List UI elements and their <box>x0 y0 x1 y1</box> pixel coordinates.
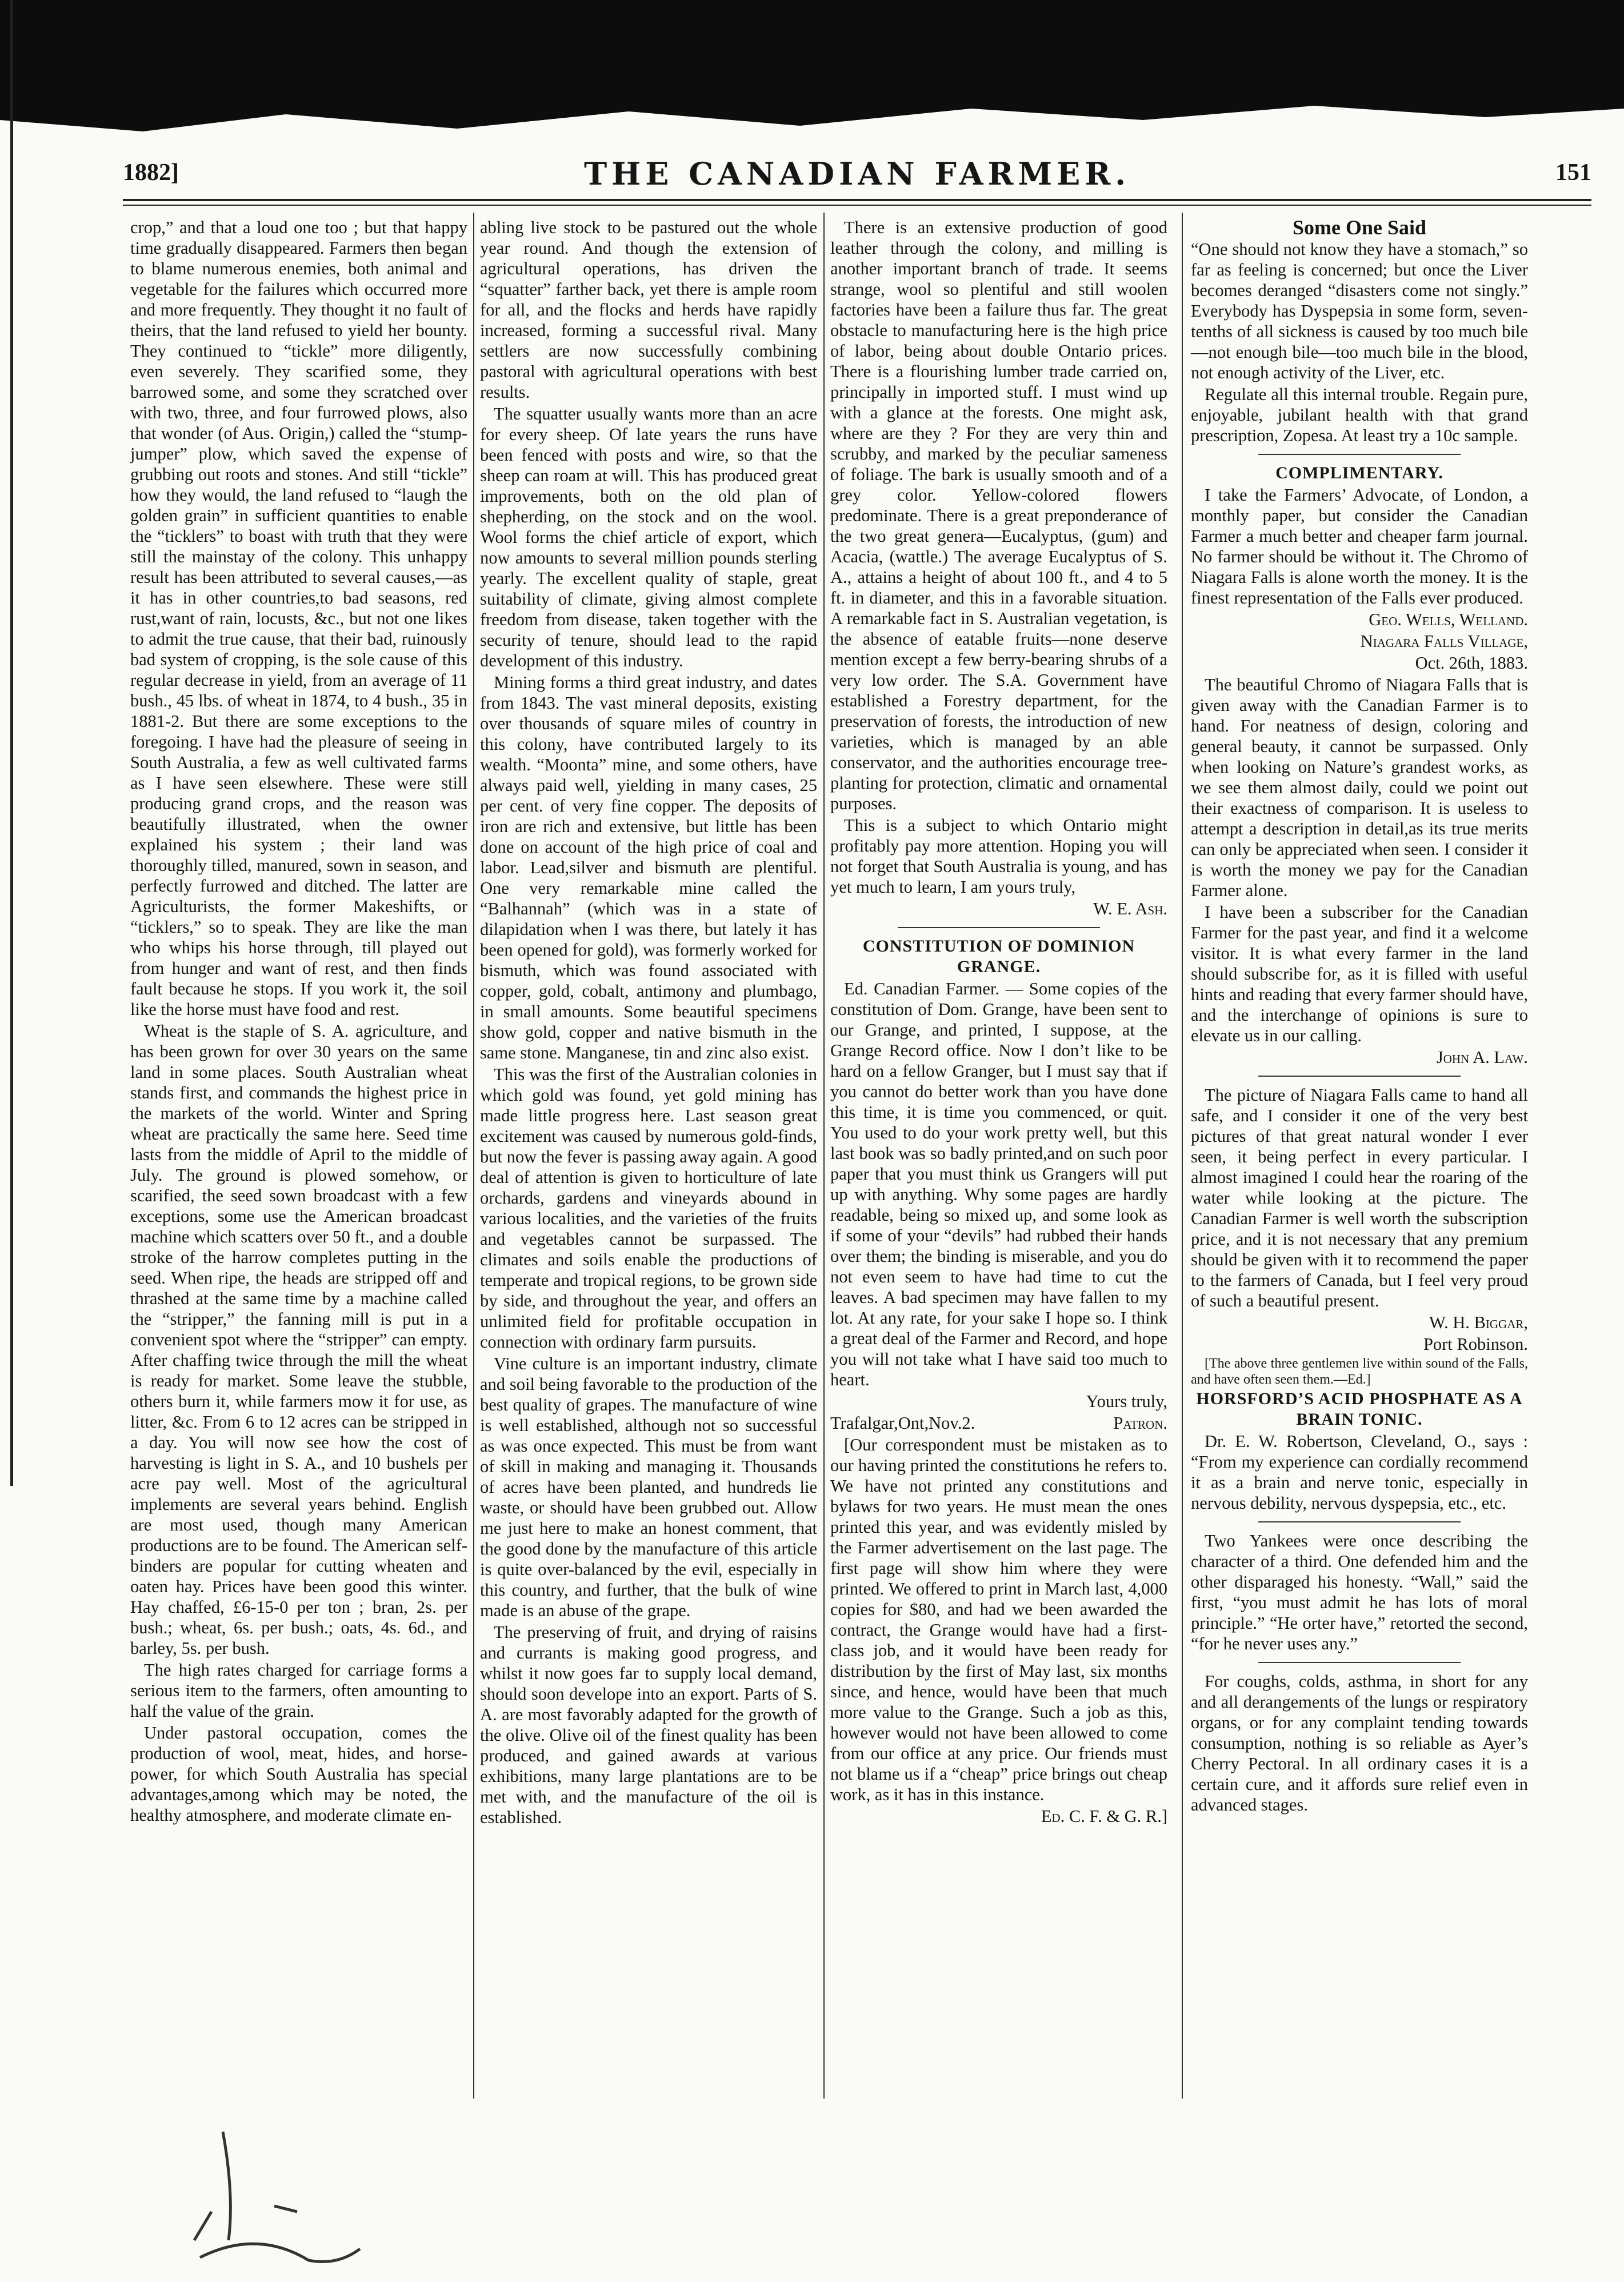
separator-rule <box>1258 1076 1461 1077</box>
article-heading: COMPLIMENTARY. <box>1275 463 1443 482</box>
paragraph: [Our correspondent must be mistaken as to our having printed the constitutions he refers to. We have not printed any constitutions and bylaws for two years. He must mean the ones printed this year, and was evidently misled by the Farmer advertisement on the last page. The first page will show him where they were printed. We offered to print in March last, 4,000 copies for $80, and had we been awarded the contract, the Grange would have had a first-class job, and it would have been ready for distribution by the first of May last, six months since, and hence, would have been that much more value to the Grange. Such a job as this, however would not have been allowed to come from our office at any price. Our friends must not blame us if a “cheap” price brings out cheap work, as it has in this instance. <box>830 1435 1167 1804</box>
closing: Yours truly, <box>1086 1392 1167 1411</box>
page-header <box>123 155 1591 195</box>
pencil-scribble <box>189 2126 429 2269</box>
column-3 <box>830 217 1167 1828</box>
header-rule <box>123 199 1591 201</box>
paragraph: abling live stock to be pastured out the whole year round. And though the extension of agricultural operations, has driven the “squatter” farther back, yet there is ample room for all, and the flocks and herds have rapidly increased, forming a successful rival. Many settlers are now successfully combining pastoral with agricultural operations with best results. <box>480 218 817 402</box>
separator-rule <box>1258 1521 1461 1522</box>
paragraph: The picture of Niagara Falls came to hand all safe, and I consider it one of the very best pictures of that great natural wonder I ever seen, it being perfect in every particular. I almost imagined I could hear the roaring of the water while looking at the picture. The Canadian Farmer is well worth the subscription price, and it is not necessary that any premium should be given with it to recommend the paper to the farmers of Canada, but I feel very proud of such a beautiful present. <box>1191 1085 1528 1310</box>
article-heading: CONSTITUTION OF DOMINION GRANGE. <box>862 937 1135 976</box>
torn-top-margin <box>0 0 1624 100</box>
paragraph: There is an extensive production of good leather through the colony, and milling is another important branch of trade. It seems strange, wool so plentiful and still woolen factories have been a failure thus far. The great obstacle to manufacturing here is the high price of labor, being about double Ontario prices. There is a flourishing lumber trade carried on, principally in imported stuff. I must wind up with a glance at the forests. One might ask, where are they ? For they are very thin and scrubby, and marked by the peculiar sameness of foliage. The bark is usually smooth and of a grey color. Yellow-colored flowers predominate. There is a great preponderance of the two great genera—Eucalyptus, (gum) and Acacia, (wattle.) The average Eucalyptus of S. A., attains a height of about 100 ft., and 4 to 5 ft. in diameter, and this in a favorable situation. A remarkable fact in S. Australian vegetation, is the absence of eatable fruits—none deserve mention except a few berry-bearing shrubs of a very low order. The S.A. Government have established a Forestry department, for the preservation of forests, the introduction of new varieties, which is managed by an able conservator, and the authorities encourage tree-planting for protection, climatic and ornamental purposes. <box>830 218 1167 813</box>
column-divider <box>1182 213 1183 2099</box>
paragraph: Ed. Canadian Farmer. — Some copies of the constitution of Dom. Grange, have been sent to our Grange, and printed, I suppose, at the Grange Record office. Now I don’t like to be hard on a fellow Granger, but I must say that if you cannot do better work than you have done this time, it is time you commenced, or quit. You used to do your work pretty well, but this last book was so badly printed,and on such poor paper that you must think us Grangers will put up with anything. Why some pages are hardly readable, being so mixed up, and some look as if some of your “devils” had rubbed their hands over them; the binding is miserable, and you do not even seem to have had time to cut the leaves. A bad specimen may have fallen to my lot. At any rate, for your sake I hope so. I think a great deal of the Farmer and Record, and hope you will not take what I have said too much to heart. <box>830 979 1167 1389</box>
page-number: 151 <box>1555 159 1591 186</box>
paragraph: Dr. E. W. Robertson, Cleveland, O., says : “From my experience can cordially recommend it as a brain and nerve tonic, especially in nervous debility, nervous dyspepsia, etc., etc. <box>1191 1432 1528 1513</box>
dateline-place: Niagara Falls Village, <box>1360 632 1528 651</box>
paragraph: I take the Farmers’ Advocate, of London, a monthly paper, but consider the Canadian Farmer a much better and cheaper farm journal. No farmer should be without it. The Chromo of Niagara Falls is alone worth the money. It is the finest representation of the Falls ever produced. <box>1191 485 1528 608</box>
paragraph: Vine culture is an important industry, climate and soil being favorable to the production of the best quality of grapes. The manufacture of wine is well established, although not so successful as was once expected. This must be from want of skill in making and managing it. Thousands of acres have been planted, and hundreds lie waste, or should have been grubbed out. Allow me just here to make an honest comment, that the good done by the manufacture of this article is quite over-balanced by the evil, especially in this country, and further, that the bulk of wine made is an abuse of the grape. <box>480 1354 817 1620</box>
paragraph: For coughs, colds, asthma, in short for any and all derangements of the lungs or respiratory organs, or for any complaint tending towards consumption, nothing is so reliable as Ayer’s Cherry Pectoral. In all ordinary cases it is a certain cure, and it affords sure relief even in advanced stages. <box>1191 1672 1528 1815</box>
dateline <box>830 1413 1167 1433</box>
paragraph: This was the first of the Australian colonies in which gold was found, yet gold mining has made little progress here. Last season great excitement was caused by numerous gold-finds, but now the fever is passing away again. A good deal of attention is given to horticulture of late orchards, gardens and vineyards abound in various localities, and the varieties of the fruits and vegetables cannot be surpassed. The climates and soils enable the productions of temperate and tropical regions, to be grown side by side, and throughout the year, and offers an unlimited field for profitable occupation in connection with ordinary farm pursuits. <box>480 1065 817 1352</box>
paragraph: The preserving of fruit, and drying of raisins and currants is making good progress, and whilst it now goes far to supply local demand, should soon develope into an export. Parts of S. A. are most favorably adapted for the growth of the olive. Olive oil of the finest quality has been produced, and gained awards at various exhibitions, many large plantations are to be met with, and the manufacture of the oil is established. <box>480 1622 817 1827</box>
paragraph: “One should not know they have a stomach,” so far as feeling is concerned; but once the Liver becomes deranged “disasters come not singly.” Everybody has Dyspepsia in some form, seven-tenths of all sickness is caused by too much bile—not enough bile—too much bile in the blood, not enough activity of the Liver, etc. <box>1191 239 1528 382</box>
article-heading: Some One Said <box>1292 216 1427 239</box>
signature: John A. Law. <box>1436 1048 1528 1067</box>
paragraph: Under pastoral occupation, comes the production of wool, meat, hides, and horse-power, for which South Australia has special advantages,among which may be noted, the healthy atmosphere, and moderate climate en- <box>130 1723 467 1825</box>
newspaper-title: THE CANADIAN FARMER. <box>584 155 1130 192</box>
signature: Ed. C. F. & G. R.] <box>1041 1807 1167 1826</box>
torn-edge <box>0 86 1624 154</box>
column-1 <box>130 217 467 1827</box>
paragraph: This is a subject to which Ontario might profitably pay more attention. Hoping you will not forget that South Australia is young, and has yet much to learn, I am yours truly, <box>830 816 1167 897</box>
column-divider <box>823 213 825 2099</box>
editor-note: [The above three gentlemen live within sound of the Falls, and have often seen them.—Ed.] <box>1191 1356 1528 1387</box>
separator-rule <box>1258 454 1461 455</box>
dateline-date: Oct. 26th, 1883. <box>1415 653 1528 673</box>
page-left-edge <box>10 0 13 1486</box>
dateline-place: Trafalgar,Ont,Nov.2. <box>830 1413 975 1433</box>
header-date: 1882] <box>123 159 179 186</box>
paragraph: crop,” and that a loud one too ; but that happy time gradually disappeared. Farmers then began to blame numerous enemies, both animal and vegetable for the failures which occurred more and more frequently. They thought it no fault of theirs, that the land refused to yield her bounty. They continued to “tickle” more diligently, even severely. They scarified some, they barrowed some, and some they scratched over with two, three, and four furrowed plows, also that wonder (of Aus. Origin,) called the “stump-jumper” plow, which saved the expense of grubbing out roots and stones. And still “tickle” how they would, the land refused to “laugh the golden grain” in sufficient quantities to enable the “ticklers” to boast with truth that they were still the mainstay of the colony. This unhappy result has been attributed to several causes,—as it has in other countries,to bad seasons, red rust,want of rain, locusts, &c., but not one likes to admit the true cause, that their bad, ruinously bad system of cropping, is the sole cause of this regular decrease in yield, from an average of 11 bush., 45 lbs. of wheat in 1874, to 4 bush., 35 in 1881-2. But there are some exceptions to the foregoing. I have had the pleasure of seeing in South Australia, a few as well cultivated farms as I have seen elsewhere. These were still producing grand crops, and the reason was beautifully illustrated, when the owner explained his system ; their land was thoroughly tilled, manured, sown in season, and perfectly furrowed and ditched. The latter are Agriculturists, the former Makeshifts, or “ticklers,” so to speak. They are like the man who whips his horse through, till played out from hunger and want of rest, and then finds fault because he stops. If you work it, the soil like the horse must have food and rest. <box>130 218 467 1019</box>
column-divider <box>473 213 474 2099</box>
header-rule-thin <box>123 205 1591 206</box>
article-heading: HORSFORD’S ACID PHOSPHATE AS A BRAIN TONIC. <box>1196 1389 1523 1429</box>
signature: W. H. Biggar, <box>1429 1313 1528 1332</box>
paragraph: The beautiful Chromo of Niagara Falls that is given away with the Canadian Farmer is to hand. For neatness of design, coloring and general beauty, it cannot be surpassed. Only when looking on Nature’s grandest works, as we see them almost daily, could we point out their exactness of comparison. It is useless to attempt a description in detail,as its true merits can only be appreciated when seen. I consider it is worth the money we pay for the Canadian Farmer alone. <box>1191 675 1528 900</box>
paragraph: The high rates charged for carriage forms a serious item to the farmers, often amounting to half the value of the grain. <box>130 1660 467 1721</box>
column-4 <box>1191 217 1528 1816</box>
paragraph: The squatter usually wants more than an acre for every sheep. Of late years the runs have been fenced with posts and wire, so that the sheep can roam at will. This has produced great improvements, both on the old plan of shepherding, on the stock and on the wool. Wool forms the chief article of export, which now amounts to several million pounds sterling yearly. The excellent quality of staple, great suitability of climate, giving almost complete freedom from disease, taken together with the security of tenure, should lead to the rapid development of this industry. <box>480 404 817 670</box>
paragraph: Two Yankees were once describing the character of a third. One defended him and the other disparaged his honesty. “Wall,” said the first, “you must admit he has lots of moral principle.” “He orter have,” retorted the second, “for he never uses any.” <box>1191 1531 1528 1653</box>
signature: Geo. Wells, Welland. <box>1369 610 1528 629</box>
separator-rule <box>898 927 1100 928</box>
signature-place: Port Robinson. <box>1423 1334 1528 1354</box>
paragraph: Mining forms a third great industry, and dates from 1843. The vast mineral deposits, existing over thousands of square miles of country in this colony, have contributed largely to its wealth. “Moonta” mine, and some others, have always paid well, yielding in many cases, 25 per cent. of very fine copper. The deposits of iron are rich and extensive, but little has been done on account of the high price of coal and labor. Lead,silver and bismuth are plentiful. One very remarkable mine called the “Balhannah” (which was in a state of dilapidation when I was there, but lately it has been opened for gold), was formerly worked for bismuth, which was found associated with copper, gold, cobalt, antimony and plumbago, in small amounts. Some beautiful specimens show gold, copper and native bismuth in the same stone. Manganese, tin and zinc also exist. <box>480 673 817 1062</box>
separator-rule <box>1258 1662 1461 1663</box>
signature: W. E. Ash. <box>1093 899 1167 918</box>
paragraph: Regulate all this internal trouble. Regain pure, enjoyable, jubilant health with that grand prescription, Zopesa. At least try a 10c sample. <box>1191 385 1528 445</box>
signature: Patron. <box>1113 1413 1167 1433</box>
paragraph: Wheat is the staple of S. A. agriculture, and has been grown for over 30 years on the same land in some places. South Australian wheat stands first, and commands the highest price in the markets of the world. Winter and Spring wheat are practically the same here. Seed time lasts from the middle of April to the middle of July. The ground is plowed somehow, or scarified, the seed sown broadcast with a few exceptions, some use the American broadcast machine which scatters over 50 ft., and a double stroke of the harrow completes putting in the seed. When ripe, the heads are stripped off and thrashed at the same time by a machine called the “stripper,” the fanning mill is put in a convenient spot where the “stripper” can empty. After chaffing twice through the mill the wheat is ready for market. Some leave the stubble, others burn it, while farmers mow it for use, as litter, &c. From 6 to 12 acres can be stripped in a day. You will now see how the cost of harvesting is light in S. A., and 10 bushels per acre pay well. Most of the agricultural implements are several years behind. English are most used, though many American productions are to be found. The American self-binders are popular for cutting wheaten and oaten hay. Prices have been good this winter. Hay chaffed, £6-15-0 per ton ; bran, 2s. per bush.; wheat, 6s. per bush.; oats, 4s. 6d., and barley, 5s. per bush. <box>130 1021 467 1658</box>
column-2 <box>480 217 817 1829</box>
paragraph: I have been a subscriber for the Canadian Farmer for the past year, and find it a welcome visitor. It is what every farmer in the land should subscribe for, as it is filled with useful hints and reading that every farmer should have, and the interchange of opinions is sure to elevate us in our calling. <box>1191 902 1528 1045</box>
